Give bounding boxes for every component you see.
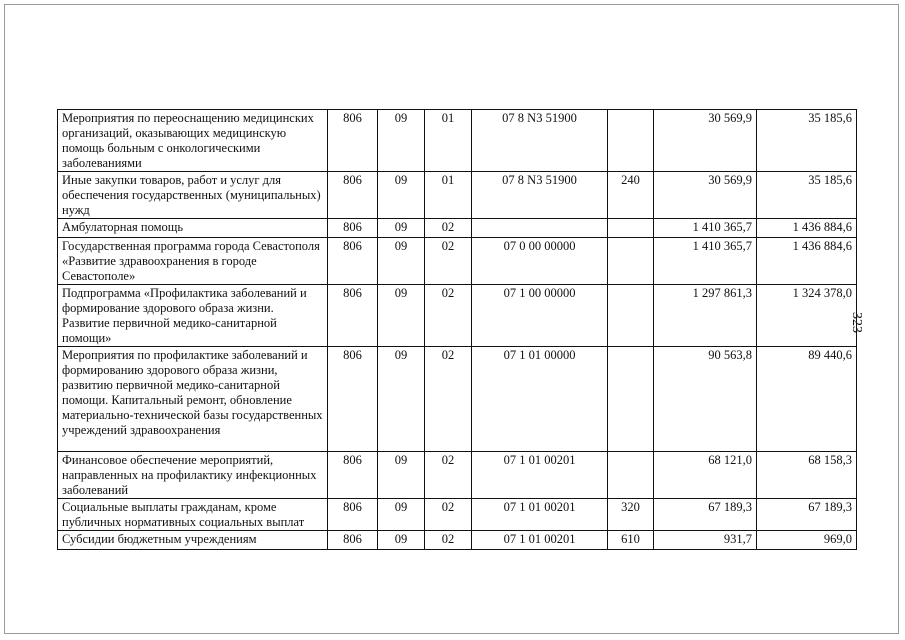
target-article-cell: 07 8 N3 51900 xyxy=(472,172,608,219)
section-code-cell: 09 xyxy=(378,499,425,531)
table-row xyxy=(58,499,857,531)
amount-year-2-cell: 1 436 884,6 xyxy=(757,219,857,238)
amount-year-1-cell: 68 121,0 xyxy=(654,452,757,499)
target-article-cell: 07 0 00 00000 xyxy=(472,238,608,285)
row-name-cell: Подпрограмма «Профилактика заболеваний и формирование здорового образа жизни. Развитие первичной медико-санитарной помощи» xyxy=(58,285,328,347)
row-name-cell: Мероприятия по профилактике заболеваний и формированию здорового образа жизни, развитию первичной медико-санитарной помощи. Капитальный ремонт, обновление материально-технической базы государственных учреждений здравоохранения xyxy=(58,347,328,452)
target-article-cell: 07 8 N3 51900 xyxy=(472,110,608,172)
target-article-cell xyxy=(472,219,608,238)
subsection-code-cell: 02 xyxy=(425,347,472,452)
target-article-cell: 07 1 00 00000 xyxy=(472,285,608,347)
subsection-code-cell: 02 xyxy=(425,238,472,285)
amount-year-1-cell: 1 410 365,7 xyxy=(654,219,757,238)
expense-type-cell: 240 xyxy=(608,172,654,219)
amount-year-2-cell: 68 158,3 xyxy=(757,452,857,499)
amount-year-1-cell: 30 569,9 xyxy=(654,110,757,172)
subsection-code-cell: 01 xyxy=(425,110,472,172)
table-row xyxy=(58,238,857,285)
amount-year-2-cell: 35 185,6 xyxy=(757,172,857,219)
subsection-code-cell: 01 xyxy=(425,172,472,219)
expense-type-cell: 610 xyxy=(608,531,654,550)
ministry-code-cell: 806 xyxy=(328,110,378,172)
amount-year-2-cell: 35 185,6 xyxy=(757,110,857,172)
table-row xyxy=(58,452,857,499)
expense-type-cell xyxy=(608,110,654,172)
target-article-cell: 07 1 01 00201 xyxy=(472,499,608,531)
section-code-cell: 09 xyxy=(378,531,425,550)
row-name-cell: Амбулаторная помощь xyxy=(58,219,328,238)
subsection-code-cell: 02 xyxy=(425,219,472,238)
amount-year-2-cell: 67 189,3 xyxy=(757,499,857,531)
expense-type-cell xyxy=(608,452,654,499)
amount-year-2-cell: 1 324 378,0 xyxy=(757,285,857,347)
expense-type-cell xyxy=(608,347,654,452)
ministry-code-cell: 806 xyxy=(328,347,378,452)
ministry-code-cell: 806 xyxy=(328,219,378,238)
amount-year-1-cell: 30 569,9 xyxy=(654,172,757,219)
subsection-code-cell: 02 xyxy=(425,452,472,499)
target-article-cell: 07 1 01 00201 xyxy=(472,531,608,550)
table-row xyxy=(58,347,857,452)
row-name-cell: Социальные выплаты гражданам, кроме публичных нормативных социальных выплат xyxy=(58,499,328,531)
amount-year-1-cell: 1 410 365,7 xyxy=(654,238,757,285)
target-article-cell: 07 1 01 00201 xyxy=(472,452,608,499)
amount-year-1-cell: 931,7 xyxy=(654,531,757,550)
section-code-cell: 09 xyxy=(378,452,425,499)
section-code-cell: 09 xyxy=(378,285,425,347)
row-name-cell: Мероприятия по переоснащению медицинских организаций, оказывающих медицинскую помощь больным с онкологическими заболеваниями xyxy=(58,110,328,172)
ministry-code-cell: 806 xyxy=(328,285,378,347)
section-code-cell: 09 xyxy=(378,347,425,452)
target-article-cell: 07 1 01 00000 xyxy=(472,347,608,452)
budget-table-body xyxy=(58,110,857,550)
ministry-code-cell: 806 xyxy=(328,172,378,219)
subsection-code-cell: 02 xyxy=(425,499,472,531)
table-row xyxy=(58,219,857,238)
table-row xyxy=(58,285,857,347)
expense-type-cell xyxy=(608,219,654,238)
amount-year-2-cell: 1 436 884,6 xyxy=(757,238,857,285)
section-code-cell: 09 xyxy=(378,219,425,238)
budget-table xyxy=(57,109,857,550)
ministry-code-cell: 806 xyxy=(328,499,378,531)
amount-year-1-cell: 1 297 861,3 xyxy=(654,285,757,347)
ministry-code-cell: 806 xyxy=(328,531,378,550)
table-row xyxy=(58,110,857,172)
subsection-code-cell: 02 xyxy=(425,531,472,550)
expense-type-cell xyxy=(608,285,654,347)
table-row xyxy=(58,531,857,550)
row-name-cell: Субсидии бюджетным учреждениям xyxy=(58,531,328,550)
section-code-cell: 09 xyxy=(378,110,425,172)
row-name-cell: Государственная программа города Севастополя «Развитие здравоохранения в городе Севастополе» xyxy=(58,238,328,285)
amount-year-2-cell: 89 440,6 xyxy=(757,347,857,452)
section-code-cell: 09 xyxy=(378,238,425,285)
ministry-code-cell: 806 xyxy=(328,452,378,499)
amount-year-1-cell: 67 189,3 xyxy=(654,499,757,531)
ministry-code-cell: 806 xyxy=(328,238,378,285)
amount-year-2-cell: 969,0 xyxy=(757,531,857,550)
section-code-cell: 09 xyxy=(378,172,425,219)
table-row xyxy=(58,172,857,219)
page-number: 323 xyxy=(849,312,864,333)
row-name-cell: Финансовое обеспечение мероприятий, направленных на профилактику инфекционных заболеваний xyxy=(58,452,328,499)
expense-type-cell: 320 xyxy=(608,499,654,531)
subsection-code-cell: 02 xyxy=(425,285,472,347)
row-name-cell: Иные закупки товаров, работ и услуг для обеспечения государственных (муниципальных) нужд xyxy=(58,172,328,219)
expense-type-cell xyxy=(608,238,654,285)
amount-year-1-cell: 90 563,8 xyxy=(654,347,757,452)
